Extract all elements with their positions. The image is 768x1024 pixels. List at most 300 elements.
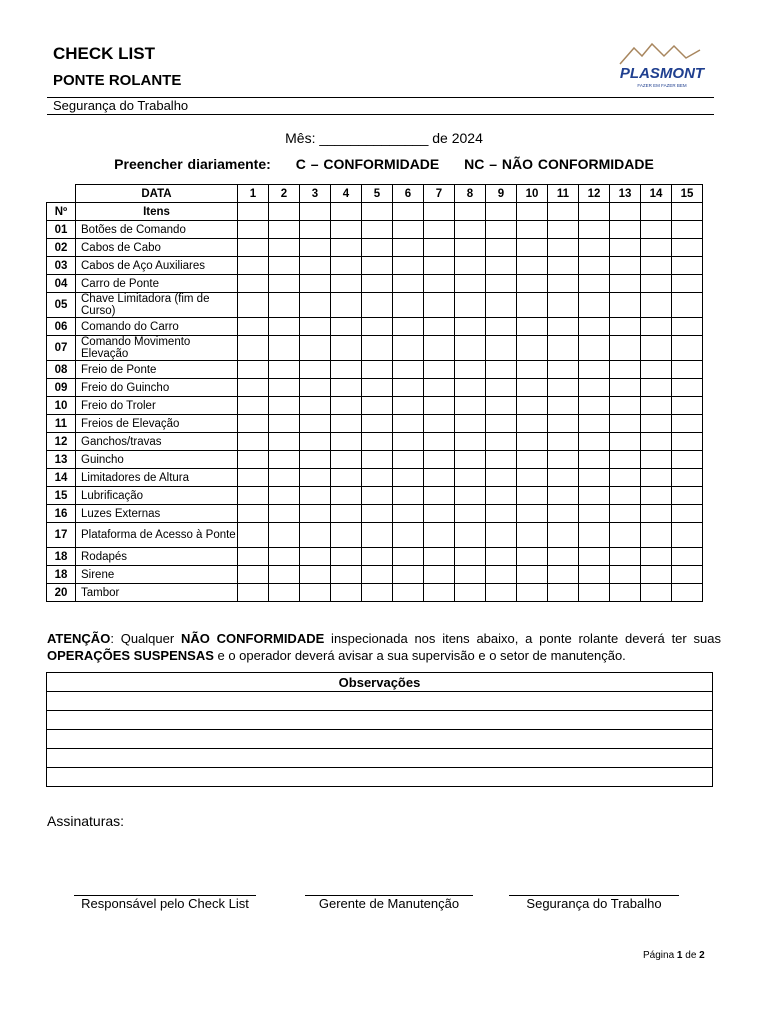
check-cell[interactable] — [424, 566, 455, 584]
check-cell[interactable] — [238, 469, 269, 487]
check-cell[interactable] — [331, 505, 362, 523]
check-cell[interactable] — [238, 336, 269, 361]
check-cell[interactable] — [672, 336, 703, 361]
check-cell[interactable] — [424, 469, 455, 487]
check-cell[interactable] — [486, 487, 517, 505]
check-cell[interactable] — [517, 361, 548, 379]
check-cell[interactable] — [672, 361, 703, 379]
check-cell[interactable] — [641, 451, 672, 469]
check-cell[interactable] — [300, 239, 331, 257]
check-cell[interactable] — [610, 257, 641, 275]
check-cell[interactable] — [641, 275, 672, 293]
check-cell[interactable] — [238, 548, 269, 566]
check-cell[interactable] — [486, 293, 517, 318]
check-cell[interactable] — [393, 257, 424, 275]
check-cell[interactable] — [362, 548, 393, 566]
check-cell[interactable] — [672, 397, 703, 415]
check-cell[interactable] — [331, 257, 362, 275]
check-cell[interactable] — [672, 415, 703, 433]
check-cell[interactable] — [517, 221, 548, 239]
check-cell[interactable] — [672, 584, 703, 602]
check-cell[interactable] — [455, 336, 486, 361]
check-cell[interactable] — [331, 523, 362, 548]
check-cell[interactable] — [579, 275, 610, 293]
check-cell[interactable] — [579, 239, 610, 257]
check-cell[interactable] — [579, 397, 610, 415]
check-cell[interactable] — [393, 379, 424, 397]
check-cell[interactable] — [362, 433, 393, 451]
check-cell[interactable] — [641, 361, 672, 379]
check-cell[interactable] — [455, 451, 486, 469]
check-cell[interactable] — [455, 397, 486, 415]
check-cell[interactable] — [579, 548, 610, 566]
check-cell[interactable] — [238, 293, 269, 318]
check-cell[interactable] — [455, 275, 486, 293]
check-cell[interactable] — [455, 566, 486, 584]
check-cell[interactable] — [641, 469, 672, 487]
check-cell[interactable] — [641, 379, 672, 397]
check-cell[interactable] — [238, 523, 269, 548]
check-cell[interactable] — [455, 361, 486, 379]
check-cell[interactable] — [579, 469, 610, 487]
check-cell[interactable] — [579, 318, 610, 336]
check-cell[interactable] — [548, 318, 579, 336]
check-cell[interactable] — [548, 293, 579, 318]
check-cell[interactable] — [424, 548, 455, 566]
check-cell[interactable] — [486, 221, 517, 239]
check-cell[interactable] — [269, 433, 300, 451]
check-cell[interactable] — [517, 415, 548, 433]
check-cell[interactable] — [393, 361, 424, 379]
check-cell[interactable] — [641, 487, 672, 505]
check-cell[interactable] — [641, 239, 672, 257]
check-cell[interactable] — [269, 505, 300, 523]
check-cell[interactable] — [300, 361, 331, 379]
check-cell[interactable] — [486, 523, 517, 548]
check-cell[interactable] — [269, 239, 300, 257]
check-cell[interactable] — [486, 433, 517, 451]
check-cell[interactable] — [424, 397, 455, 415]
check-cell[interactable] — [424, 221, 455, 239]
check-cell[interactable] — [548, 548, 579, 566]
check-cell[interactable] — [238, 451, 269, 469]
check-cell[interactable] — [486, 415, 517, 433]
check-cell[interactable] — [362, 415, 393, 433]
check-cell[interactable] — [455, 257, 486, 275]
check-cell[interactable] — [238, 433, 269, 451]
check-cell[interactable] — [362, 566, 393, 584]
check-cell[interactable] — [269, 257, 300, 275]
check-cell[interactable] — [424, 361, 455, 379]
check-cell[interactable] — [331, 379, 362, 397]
check-cell[interactable] — [393, 293, 424, 318]
check-cell[interactable] — [610, 275, 641, 293]
check-cell[interactable] — [300, 566, 331, 584]
check-cell[interactable] — [579, 293, 610, 318]
check-cell[interactable] — [579, 584, 610, 602]
check-cell[interactable] — [548, 221, 579, 239]
check-cell[interactable] — [300, 415, 331, 433]
check-cell[interactable] — [610, 361, 641, 379]
check-cell[interactable] — [362, 275, 393, 293]
check-cell[interactable] — [300, 584, 331, 602]
check-cell[interactable] — [548, 566, 579, 584]
check-cell[interactable] — [455, 415, 486, 433]
check-cell[interactable] — [672, 548, 703, 566]
check-cell[interactable] — [455, 523, 486, 548]
check-cell[interactable] — [424, 275, 455, 293]
check-cell[interactable] — [672, 451, 703, 469]
check-cell[interactable] — [269, 275, 300, 293]
check-cell[interactable] — [393, 275, 424, 293]
check-cell[interactable] — [517, 584, 548, 602]
check-cell[interactable] — [238, 584, 269, 602]
check-cell[interactable] — [269, 415, 300, 433]
check-cell[interactable] — [424, 336, 455, 361]
check-cell[interactable] — [610, 487, 641, 505]
check-cell[interactable] — [269, 523, 300, 548]
check-cell[interactable] — [548, 379, 579, 397]
check-cell[interactable] — [641, 318, 672, 336]
check-cell[interactable] — [300, 379, 331, 397]
check-cell[interactable] — [238, 487, 269, 505]
check-cell[interactable] — [393, 505, 424, 523]
check-cell[interactable] — [672, 505, 703, 523]
check-cell[interactable] — [300, 336, 331, 361]
check-cell[interactable] — [610, 293, 641, 318]
check-cell[interactable] — [455, 239, 486, 257]
check-cell[interactable] — [517, 505, 548, 523]
check-cell[interactable] — [238, 221, 269, 239]
check-cell[interactable] — [579, 505, 610, 523]
check-cell[interactable] — [517, 469, 548, 487]
check-cell[interactable] — [331, 584, 362, 602]
check-cell[interactable] — [579, 566, 610, 584]
check-cell[interactable] — [331, 239, 362, 257]
check-cell[interactable] — [238, 275, 269, 293]
check-cell[interactable] — [517, 239, 548, 257]
check-cell[interactable] — [672, 433, 703, 451]
check-cell[interactable] — [548, 505, 579, 523]
check-cell[interactable] — [455, 487, 486, 505]
check-cell[interactable] — [331, 318, 362, 336]
check-cell[interactable] — [517, 275, 548, 293]
check-cell[interactable] — [455, 505, 486, 523]
check-cell[interactable] — [362, 221, 393, 239]
check-cell[interactable] — [238, 361, 269, 379]
check-cell[interactable] — [269, 584, 300, 602]
check-cell[interactable] — [238, 318, 269, 336]
check-cell[interactable] — [424, 257, 455, 275]
check-cell[interactable] — [300, 451, 331, 469]
check-cell[interactable] — [424, 584, 455, 602]
check-cell[interactable] — [517, 318, 548, 336]
check-cell[interactable] — [362, 257, 393, 275]
check-cell[interactable] — [517, 548, 548, 566]
check-cell[interactable] — [486, 584, 517, 602]
check-cell[interactable] — [424, 415, 455, 433]
check-cell[interactable] — [548, 415, 579, 433]
check-cell[interactable] — [300, 397, 331, 415]
check-cell[interactable] — [641, 505, 672, 523]
check-cell[interactable] — [238, 505, 269, 523]
observation-line[interactable] — [47, 749, 713, 768]
check-cell[interactable] — [579, 361, 610, 379]
check-cell[interactable] — [641, 523, 672, 548]
check-cell[interactable] — [672, 379, 703, 397]
check-cell[interactable] — [424, 433, 455, 451]
check-cell[interactable] — [238, 397, 269, 415]
check-cell[interactable] — [548, 469, 579, 487]
check-cell[interactable] — [362, 584, 393, 602]
check-cell[interactable] — [424, 379, 455, 397]
check-cell[interactable] — [517, 487, 548, 505]
observation-line[interactable] — [47, 711, 713, 730]
check-cell[interactable] — [362, 505, 393, 523]
check-cell[interactable] — [331, 275, 362, 293]
check-cell[interactable] — [362, 318, 393, 336]
check-cell[interactable] — [579, 523, 610, 548]
check-cell[interactable] — [300, 469, 331, 487]
check-cell[interactable] — [331, 415, 362, 433]
check-cell[interactable] — [672, 221, 703, 239]
check-cell[interactable] — [610, 336, 641, 361]
check-cell[interactable] — [331, 336, 362, 361]
check-cell[interactable] — [548, 451, 579, 469]
check-cell[interactable] — [300, 487, 331, 505]
check-cell[interactable] — [300, 275, 331, 293]
check-cell[interactable] — [548, 584, 579, 602]
check-cell[interactable] — [641, 548, 672, 566]
check-cell[interactable] — [269, 318, 300, 336]
check-cell[interactable] — [548, 361, 579, 379]
check-cell[interactable] — [486, 379, 517, 397]
check-cell[interactable] — [486, 239, 517, 257]
check-cell[interactable] — [579, 257, 610, 275]
check-cell[interactable] — [548, 397, 579, 415]
check-cell[interactable] — [672, 239, 703, 257]
check-cell[interactable] — [610, 523, 641, 548]
check-cell[interactable] — [455, 221, 486, 239]
check-cell[interactable] — [393, 451, 424, 469]
check-cell[interactable] — [331, 293, 362, 318]
check-cell[interactable] — [548, 523, 579, 548]
observation-line[interactable] — [47, 730, 713, 749]
check-cell[interactable] — [455, 293, 486, 318]
check-cell[interactable] — [300, 257, 331, 275]
check-cell[interactable] — [362, 451, 393, 469]
check-cell[interactable] — [641, 566, 672, 584]
check-cell[interactable] — [672, 318, 703, 336]
check-cell[interactable] — [424, 318, 455, 336]
check-cell[interactable] — [393, 336, 424, 361]
check-cell[interactable] — [579, 487, 610, 505]
check-cell[interactable] — [362, 487, 393, 505]
check-cell[interactable] — [641, 221, 672, 239]
check-cell[interactable] — [672, 257, 703, 275]
check-cell[interactable] — [393, 239, 424, 257]
check-cell[interactable] — [579, 336, 610, 361]
check-cell[interactable] — [238, 379, 269, 397]
check-cell[interactable] — [300, 221, 331, 239]
check-cell[interactable] — [610, 239, 641, 257]
check-cell[interactable] — [300, 433, 331, 451]
observation-line[interactable] — [47, 768, 713, 787]
check-cell[interactable] — [610, 505, 641, 523]
check-cell[interactable] — [486, 566, 517, 584]
check-cell[interactable] — [424, 239, 455, 257]
check-cell[interactable] — [331, 433, 362, 451]
check-cell[interactable] — [610, 451, 641, 469]
check-cell[interactable] — [300, 318, 331, 336]
check-cell[interactable] — [486, 451, 517, 469]
check-cell[interactable] — [362, 293, 393, 318]
check-cell[interactable] — [610, 318, 641, 336]
check-cell[interactable] — [579, 451, 610, 469]
check-cell[interactable] — [238, 239, 269, 257]
check-cell[interactable] — [672, 487, 703, 505]
check-cell[interactable] — [331, 221, 362, 239]
check-cell[interactable] — [548, 239, 579, 257]
check-cell[interactable] — [300, 548, 331, 566]
check-cell[interactable] — [424, 451, 455, 469]
check-cell[interactable] — [393, 397, 424, 415]
check-cell[interactable] — [548, 433, 579, 451]
check-cell[interactable] — [517, 523, 548, 548]
check-cell[interactable] — [269, 487, 300, 505]
check-cell[interactable] — [362, 469, 393, 487]
check-cell[interactable] — [300, 293, 331, 318]
check-cell[interactable] — [641, 415, 672, 433]
check-cell[interactable] — [486, 257, 517, 275]
observation-line[interactable] — [47, 692, 713, 711]
check-cell[interactable] — [486, 336, 517, 361]
check-cell[interactable] — [331, 548, 362, 566]
check-cell[interactable] — [455, 469, 486, 487]
check-cell[interactable] — [238, 257, 269, 275]
check-cell[interactable] — [269, 221, 300, 239]
check-cell[interactable] — [362, 397, 393, 415]
check-cell[interactable] — [362, 361, 393, 379]
check-cell[interactable] — [517, 257, 548, 275]
check-cell[interactable] — [393, 548, 424, 566]
check-cell[interactable] — [610, 379, 641, 397]
check-cell[interactable] — [455, 318, 486, 336]
check-cell[interactable] — [641, 336, 672, 361]
check-cell[interactable] — [424, 505, 455, 523]
check-cell[interactable] — [548, 257, 579, 275]
check-cell[interactable] — [393, 487, 424, 505]
check-cell[interactable] — [641, 257, 672, 275]
check-cell[interactable] — [393, 584, 424, 602]
check-cell[interactable] — [486, 469, 517, 487]
check-cell[interactable] — [672, 275, 703, 293]
check-cell[interactable] — [300, 523, 331, 548]
check-cell[interactable] — [424, 487, 455, 505]
check-cell[interactable] — [610, 433, 641, 451]
check-cell[interactable] — [300, 505, 331, 523]
check-cell[interactable] — [331, 397, 362, 415]
check-cell[interactable] — [517, 397, 548, 415]
check-cell[interactable] — [393, 469, 424, 487]
check-cell[interactable] — [641, 433, 672, 451]
check-cell[interactable] — [548, 336, 579, 361]
check-cell[interactable] — [517, 566, 548, 584]
check-cell[interactable] — [331, 451, 362, 469]
check-cell[interactable] — [269, 293, 300, 318]
check-cell[interactable] — [331, 469, 362, 487]
check-cell[interactable] — [548, 487, 579, 505]
check-cell[interactable] — [331, 487, 362, 505]
check-cell[interactable] — [393, 318, 424, 336]
check-cell[interactable] — [269, 397, 300, 415]
check-cell[interactable] — [486, 318, 517, 336]
check-cell[interactable] — [331, 361, 362, 379]
check-cell[interactable] — [486, 361, 517, 379]
check-cell[interactable] — [393, 433, 424, 451]
check-cell[interactable] — [517, 293, 548, 318]
check-cell[interactable] — [672, 293, 703, 318]
check-cell[interactable] — [269, 566, 300, 584]
check-cell[interactable] — [517, 379, 548, 397]
check-cell[interactable] — [455, 433, 486, 451]
check-cell[interactable] — [486, 275, 517, 293]
check-cell[interactable] — [362, 336, 393, 361]
check-cell[interactable] — [424, 293, 455, 318]
check-cell[interactable] — [672, 566, 703, 584]
check-cell[interactable] — [641, 397, 672, 415]
check-cell[interactable] — [393, 415, 424, 433]
check-cell[interactable] — [331, 566, 362, 584]
check-cell[interactable] — [362, 239, 393, 257]
check-cell[interactable] — [393, 221, 424, 239]
check-cell[interactable] — [672, 523, 703, 548]
check-cell[interactable] — [362, 379, 393, 397]
check-cell[interactable] — [455, 548, 486, 566]
check-cell[interactable] — [269, 379, 300, 397]
check-cell[interactable] — [517, 336, 548, 361]
check-cell[interactable] — [579, 415, 610, 433]
check-cell[interactable] — [424, 523, 455, 548]
check-cell[interactable] — [610, 415, 641, 433]
check-cell[interactable] — [610, 469, 641, 487]
check-cell[interactable] — [579, 379, 610, 397]
check-cell[interactable] — [486, 505, 517, 523]
check-cell[interactable] — [610, 397, 641, 415]
check-cell[interactable] — [548, 275, 579, 293]
check-cell[interactable] — [238, 566, 269, 584]
check-cell[interactable] — [517, 451, 548, 469]
check-cell[interactable] — [238, 415, 269, 433]
check-cell[interactable] — [517, 433, 548, 451]
check-cell[interactable] — [672, 469, 703, 487]
check-cell[interactable] — [269, 548, 300, 566]
check-cell[interactable] — [641, 584, 672, 602]
check-cell[interactable] — [455, 584, 486, 602]
check-cell[interactable] — [486, 548, 517, 566]
check-cell[interactable] — [610, 584, 641, 602]
check-cell[interactable] — [641, 293, 672, 318]
check-cell[interactable] — [486, 397, 517, 415]
check-cell[interactable] — [393, 523, 424, 548]
check-cell[interactable] — [579, 221, 610, 239]
check-cell[interactable] — [610, 566, 641, 584]
check-cell[interactable] — [455, 379, 486, 397]
check-cell[interactable] — [269, 451, 300, 469]
check-cell[interactable] — [269, 361, 300, 379]
check-cell[interactable] — [269, 469, 300, 487]
check-cell[interactable] — [362, 523, 393, 548]
